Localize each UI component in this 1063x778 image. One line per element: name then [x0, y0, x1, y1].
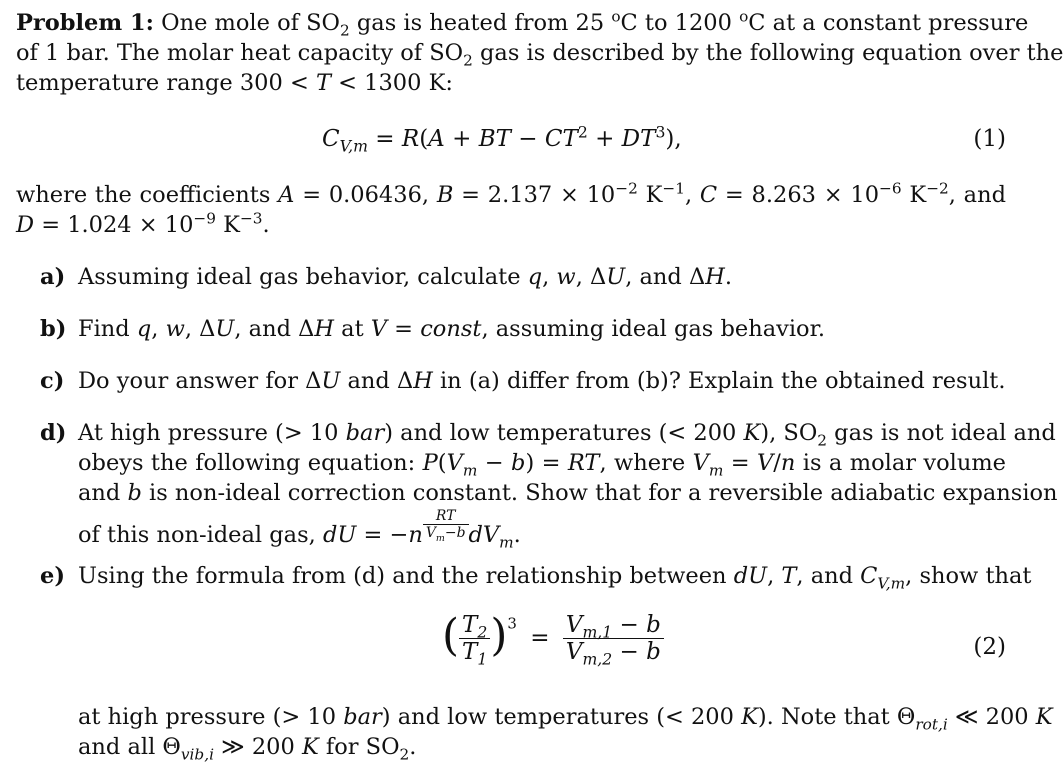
rt-over-vm-b-fraction: $\frac{RT}{V_m-b}$ [423, 508, 469, 541]
equation-1: $C_{V,m} = R(A$ + BT − $CT^2 + DT^3$), [322, 122, 682, 156]
equation-2: ( $\frac{T_2}{T_1}$ )$^3$ = $\frac{V_{m,1} - b}{V_{m,2} - b}$ [442, 612, 664, 666]
part-d-line-1: At high pressure (> 10 bar) and low temperatures (< 200 K), $SO_2$ gas is not ideal and [78, 420, 1056, 450]
part-c: c) Do your answer for ΔU and ΔH in (a) differ from (b)? Explain the obtained result. [40, 368, 1006, 394]
part-b-label: b) [40, 316, 67, 342]
equation-1-number: (1) [973, 126, 1006, 152]
part-d-line-3: and b is non-ideal correction constant. Show that for a reversible adiabatic expansion [78, 480, 1058, 506]
coefficients-line-1: where the coefficients A = 0.06436, $B = 2.137 \times 10^{-2}$ $K^{-1}$, $C = 8.263 \times 10^{-6}$ $K^{-2}$, and [16, 179, 1006, 208]
part-e-line-1: Using the formula from (d) and the relationship between dU, T, and $C_{V,m}$, show that [78, 563, 1032, 593]
part-d-label: d) [40, 420, 67, 446]
part-e-label: e) [40, 563, 65, 589]
vm-ratio-fraction: $\frac{V_{m,1} - b}{V_{m,2} - b}$ [563, 612, 664, 666]
part-a-label: a) [40, 264, 66, 290]
part-e-line-3: and all $\Theta_{vib,i}$ ≫ 200 K for $SO_2$. [78, 734, 417, 764]
part-d-line-4: of this non-ideal gas, dU = −n $\frac{RT}{V_m-b}$ $dV_m$. [78, 508, 521, 552]
problem-label: Problem 1: [16, 10, 154, 36]
part-d-line-2: obeys the following equation: $P(V_m - b)$ = RT, where $V_m = V/n$ is a molar volume [78, 450, 1006, 480]
part-a: a) Assuming ideal gas behavior, calculate q, w, ΔU, and ΔH. [40, 264, 733, 290]
part-e-line-2: at high pressure (> 10 bar) and low temperatures (< 200 K). Note that $\Theta_{rot,i}$ ≪ 200 K [78, 704, 1053, 734]
t2-over-t1-fraction: $\frac{T_2}{T_1}$ [459, 612, 490, 666]
part-c-label: c) [40, 368, 65, 394]
coefficients-line-2: $D = 1.024 \times 10^{-9}$ $K^{-3}$. [16, 209, 270, 238]
equation-2-number: (2) [973, 634, 1006, 660]
intro-line-1: Problem 1: One mole of $SO_2$ gas is heated from 25 $^o$C to 1200 $^o$C at a constant pressure [16, 7, 1029, 40]
intro-line-2: of 1 bar. The molar heat capacity of $SO_2$ gas is described by the following equation over the [16, 40, 1063, 70]
part-b: b) Find q, w, ΔU, and ΔH at V = const, assuming ideal gas behavior. [40, 316, 826, 342]
intro-line-3: temperature range 300 < T < 1300 K: [16, 70, 453, 96]
